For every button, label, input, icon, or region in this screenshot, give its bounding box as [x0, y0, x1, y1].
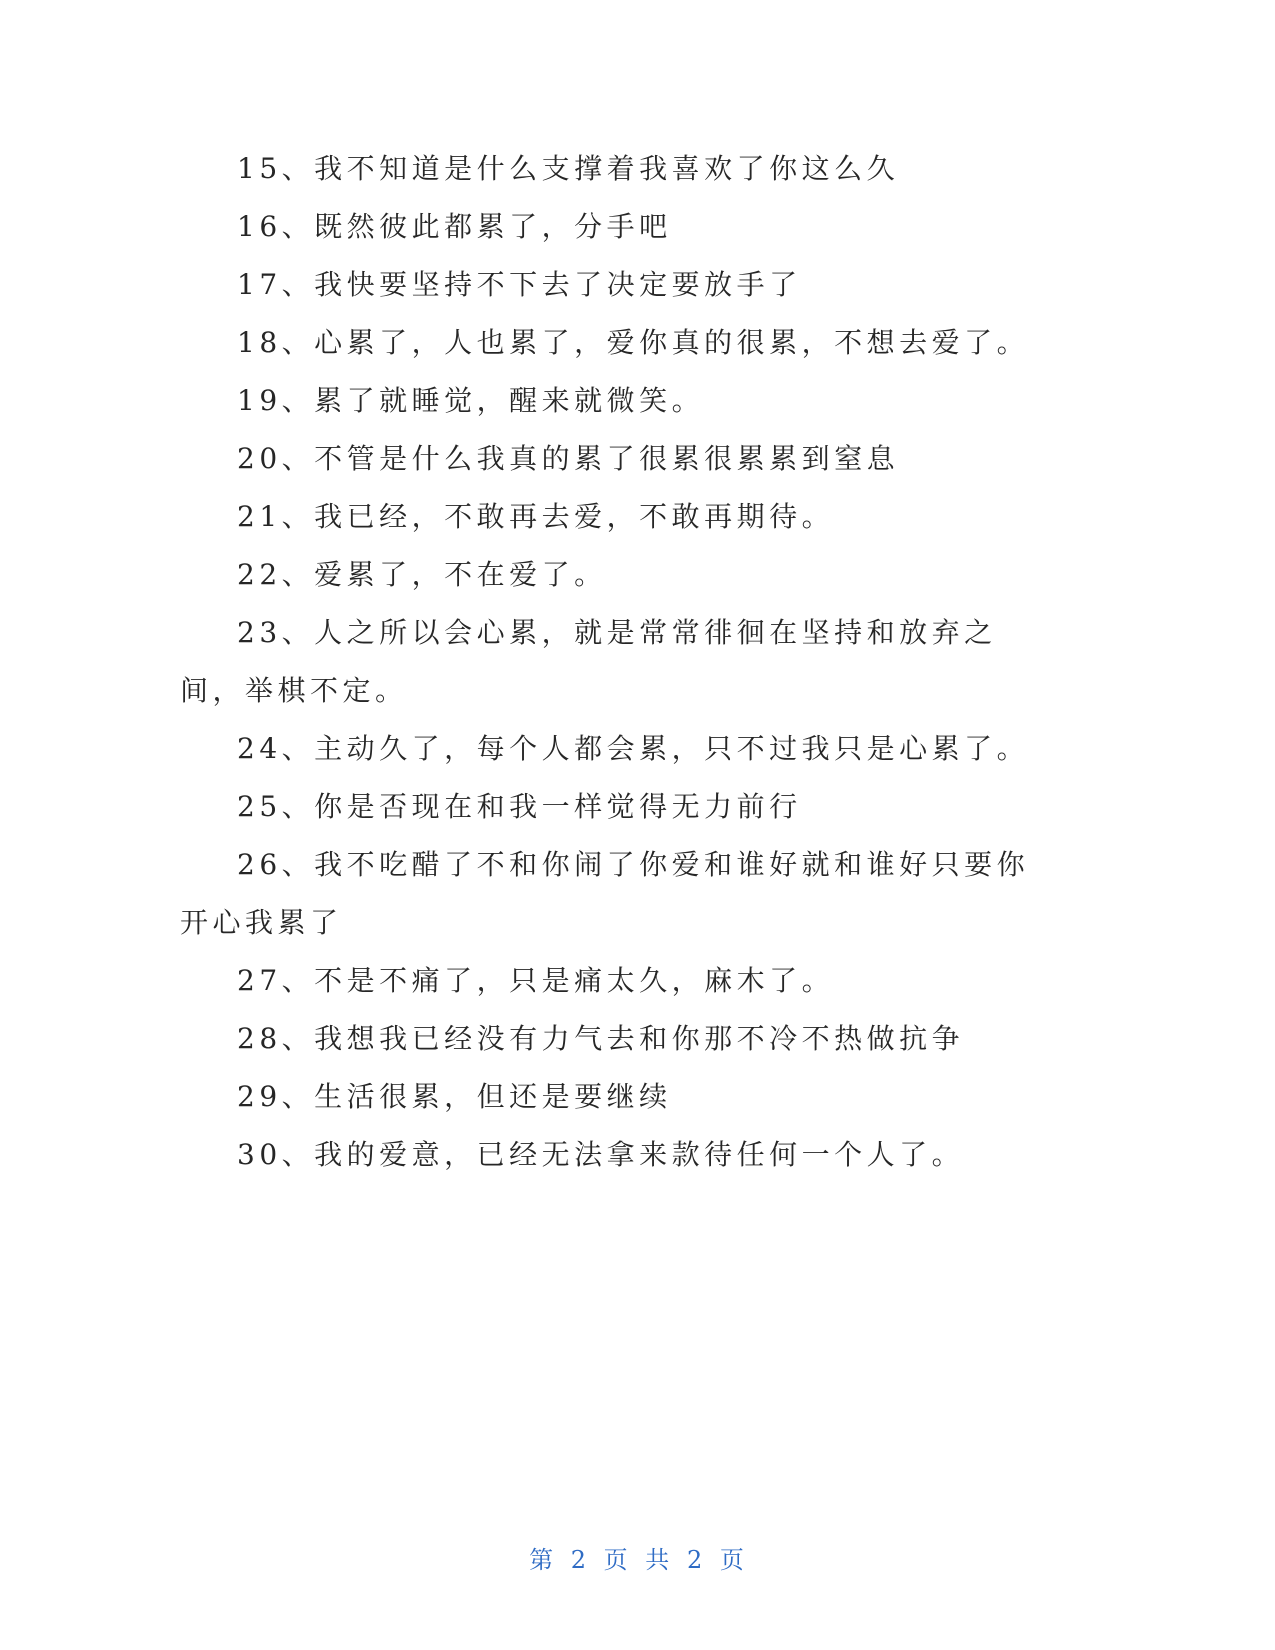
- list-item: 25、你是否现在和我一样觉得无力前行: [237, 790, 802, 823]
- list-item: 21、我已经，不敢再去爱，不敢再期待。: [237, 500, 835, 533]
- list-item: 26、我不吃醋了不和你闹了你爱和谁好就和谁好只要你开心我累了: [180, 848, 1030, 939]
- list-item: 16、既然彼此都累了，分手吧: [237, 210, 672, 243]
- document-body: [180, 140, 1060, 1184]
- list-item: 19、累了就睡觉，醒来就微笑。: [237, 384, 705, 417]
- list-item: 30、我的爱意，已经无法拿来款待任何一个人了。: [237, 1138, 965, 1171]
- list-item: 20、不管是什么我真的累了很累很累累到窒息: [237, 442, 900, 475]
- list-item: 23、人之所以会心累，就是常常徘徊在坚持和放弃之间，举棋不定。: [180, 616, 997, 707]
- list-item: 27、不是不痛了，只是痛太久，麻木了。: [237, 964, 835, 997]
- page-number-footer: 第 2 页 共 2 页: [529, 1546, 746, 1574]
- list-item: 28、我想我已经没有力气去和你那不冷不热做抗争: [237, 1022, 965, 1055]
- list-item: 18、心累了，人也累了，爱你真的很累，不想去爱了。: [237, 326, 1030, 359]
- list-item: 29、生活很累，但还是要继续: [237, 1080, 672, 1113]
- list-item: 22、爱累了，不在爱了。: [237, 558, 607, 591]
- list-item: 17、我快要坚持不下去了决定要放手了: [237, 268, 802, 301]
- list-item: 15、我不知道是什么支撑着我喜欢了你这么久: [237, 152, 900, 185]
- list-item: 24、主动久了，每个人都会累，只不过我只是心累了。: [237, 732, 1030, 765]
